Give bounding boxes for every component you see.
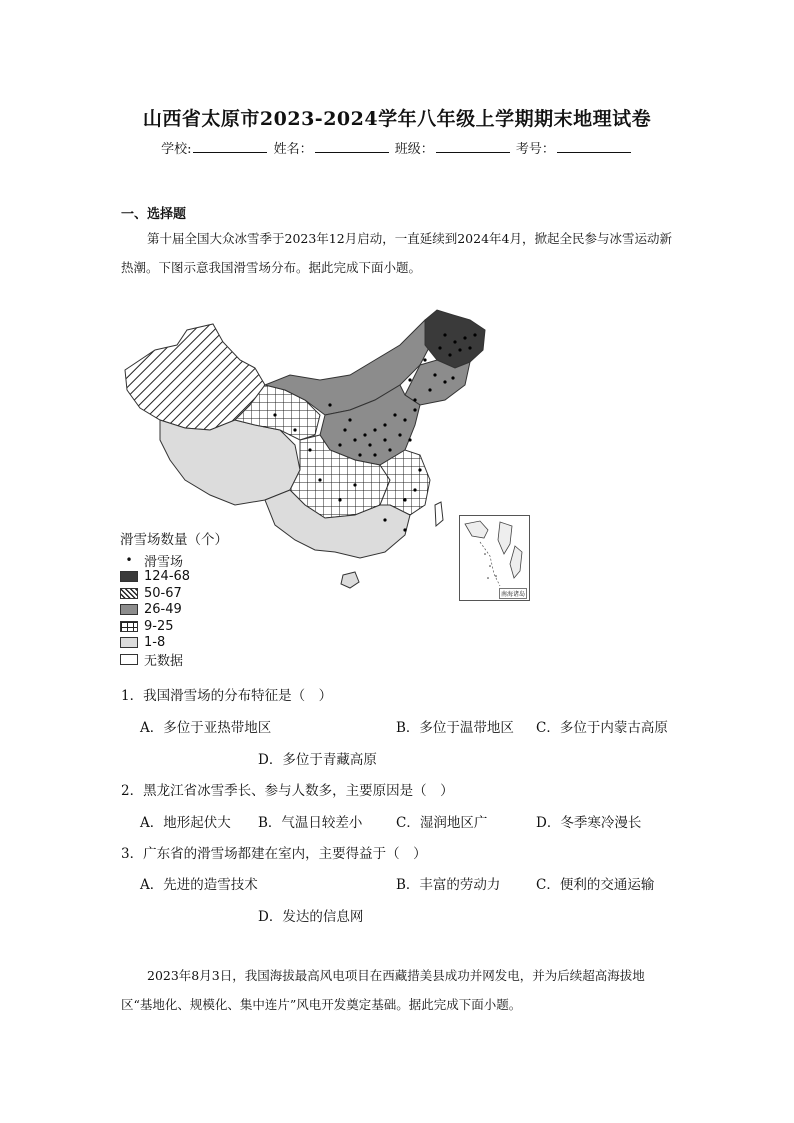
- legend-title: 滑雪场数量（个）: [120, 532, 228, 548]
- legend-row-6: [120, 651, 228, 668]
- swatch-grid: [120, 621, 138, 632]
- region-tibet: [160, 420, 300, 505]
- swatch-light: [120, 637, 138, 648]
- q3-option-c[interactable]: C．便利的交通运输: [536, 877, 655, 893]
- q3-option-a[interactable]: A．先进的造雪技术: [140, 877, 258, 893]
- legend-row-2: [120, 585, 228, 602]
- id-blank[interactable]: [557, 140, 631, 153]
- legend-label-1: 124-68: [144, 569, 191, 585]
- south-china-sea-inset: [459, 515, 530, 601]
- legend-row-5: [120, 635, 228, 652]
- q3-option-d[interactable]: D．发达的信息网: [258, 909, 364, 925]
- legend-row-dot: [120, 552, 228, 569]
- q1-option-d[interactable]: D．多位于青藏高原: [258, 752, 377, 768]
- legend-label-3: 26-49: [144, 602, 182, 618]
- inset-caption: 南海诸岛: [499, 588, 527, 599]
- region-hainan: [341, 572, 359, 588]
- question-3-stem: 3．广东省的滑雪场都建在室内，主要得益于（ ）: [121, 846, 427, 862]
- intro-paragraph-1: 第十届全国大众冰雪季于2023年12月启动，一直延续到2024年4月，掀起全民参与冰雪运动新热潮。下图示意我国滑雪场分布。据此完成下面小题。: [121, 231, 672, 275]
- page-title: 山西省太原市2023-2024学年八年级上学期期末地理试卷: [142, 108, 652, 130]
- class-blank[interactable]: [436, 140, 510, 153]
- id-label: 考号：: [515, 142, 555, 157]
- legend-label-2: 50-67: [144, 585, 182, 601]
- legend-label-5: 1-8: [144, 635, 166, 651]
- region-taiwan: [435, 502, 443, 526]
- swatch-darkest: [120, 571, 138, 582]
- q2-option-a[interactable]: A．地形起伏大: [140, 815, 231, 831]
- q1-option-a[interactable]: A．多位于亚热带地区: [140, 720, 272, 736]
- legend-label-4: 9-25: [144, 618, 174, 634]
- intro-paragraph-2: 2023年8月3日，我国海拔最高风电项目在西藏措美县成功并网发电，并为后续超高海拔地区“基地化、规模化、集中连片”风电开发奠定基础。据此完成下面小题。: [121, 968, 645, 1012]
- legend-label-0: 滑雪场: [144, 554, 184, 570]
- legend-row-1: [120, 569, 228, 586]
- map-legend: [120, 528, 228, 668]
- section-heading: 一、选择题: [121, 207, 187, 222]
- dot-symbol: •: [125, 553, 133, 568]
- name-blank[interactable]: [315, 140, 389, 153]
- swatch-nodata: [120, 654, 138, 665]
- q1-option-b[interactable]: B．多位于温带地区: [396, 720, 514, 736]
- student-info-line: [0, 138, 794, 157]
- class-label: 班级：: [394, 142, 434, 157]
- swatch-hatch: [120, 588, 138, 599]
- q3-option-b[interactable]: B．丰富的劳动力: [396, 877, 501, 893]
- q2-option-b[interactable]: B．气温日较差小: [258, 815, 363, 831]
- school-label: 学校:: [161, 142, 192, 157]
- q2-option-d[interactable]: D．冬季寒冷漫长: [536, 815, 642, 831]
- school-blank[interactable]: [193, 140, 267, 153]
- question-1-stem: 1．我国滑雪场的分布特征是（ ）: [121, 688, 333, 704]
- legend-row-4: [120, 618, 228, 635]
- q2-option-c[interactable]: C．湿润地区广: [396, 815, 488, 831]
- legend-row-3: [120, 602, 228, 619]
- swatch-mid: [120, 604, 138, 615]
- legend-label-6: 无数据: [144, 653, 184, 669]
- q1-option-c[interactable]: C．多位于内蒙古高原: [536, 720, 668, 736]
- region-heilongjiang: [425, 310, 485, 368]
- question-2-stem: 2．黑龙江省冰雪季长、参与人数多，主要原因是（ ）: [121, 783, 454, 799]
- name-label: 姓名：: [273, 142, 313, 157]
